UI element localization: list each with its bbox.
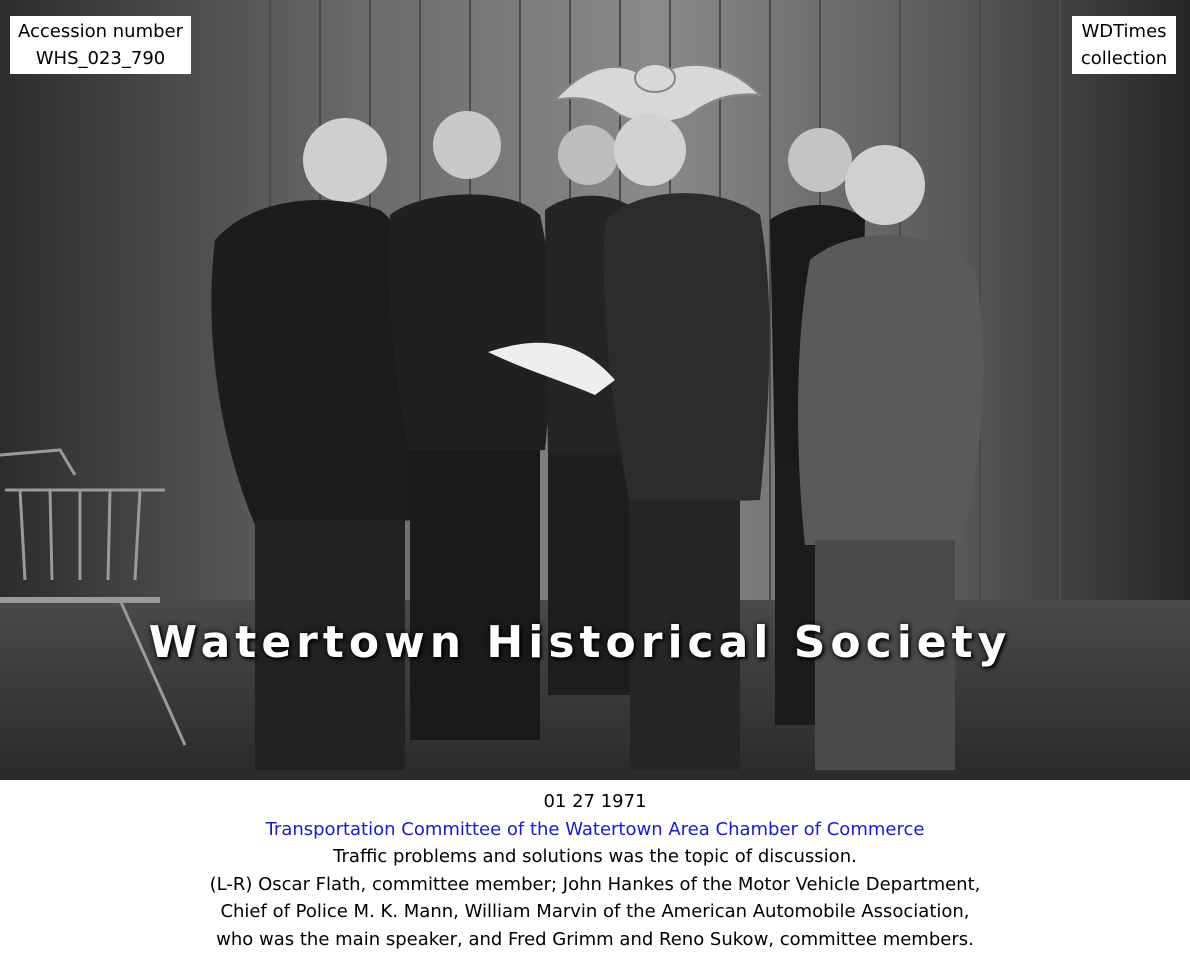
accession-number-title: Accession number xyxy=(18,21,184,42)
collection-word: collection xyxy=(1080,48,1168,69)
caption-line: Chief of Police M. K. Mann, William Marvin of the American Automobile Association, xyxy=(220,901,970,922)
collection-name: WDTimes xyxy=(1081,21,1167,42)
six-men-group xyxy=(211,111,983,770)
collection-label xyxy=(1072,16,1176,74)
caption-line: (L-R) Oscar Flath, committee member; John Hankes of the Motor Vehicle Department, xyxy=(209,873,981,895)
photo-caption xyxy=(0,788,1190,953)
caption-title: Transportation Committee of the Watertown Area Chamber of Commerce xyxy=(265,818,925,840)
accession-number-value: WHS_023_790 xyxy=(35,48,166,69)
caption-line: who was the main speaker, and Fred Grimm and Reno Sukow, committee members. xyxy=(216,928,974,950)
caption-line: Traffic problems and solutions was the topic of discussion. xyxy=(333,846,857,867)
watermark-text: Watertown Historical Society xyxy=(148,617,1012,668)
accession-number-label xyxy=(10,16,191,74)
caption-date: 01 27 1971 xyxy=(543,791,647,812)
